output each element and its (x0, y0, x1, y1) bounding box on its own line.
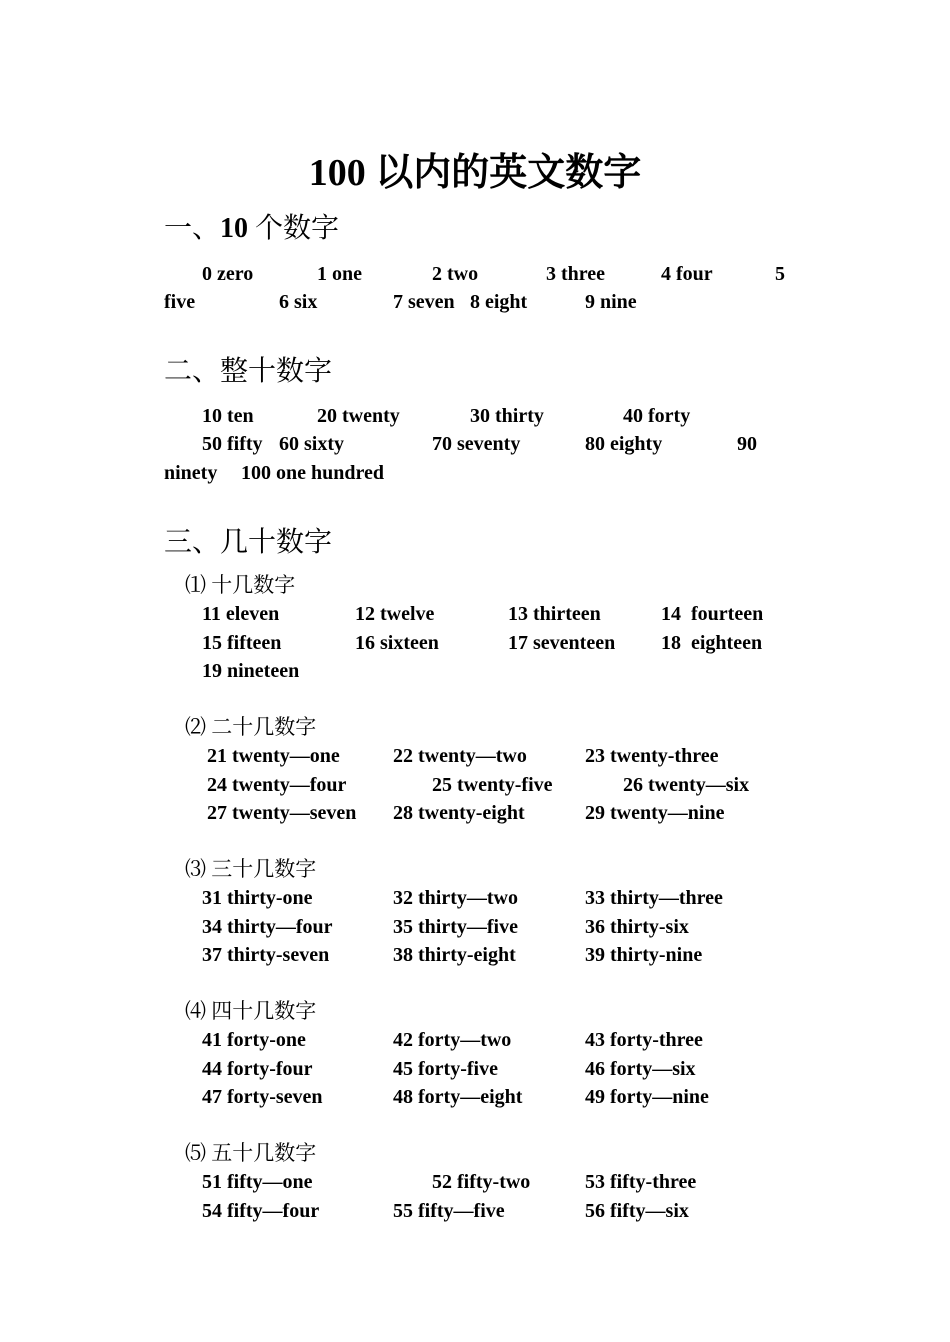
number-item: 24 twenty—four (207, 774, 347, 796)
number-item: 100 one hundred (241, 462, 385, 484)
number-item: 29 twenty—nine (585, 802, 725, 824)
number-item: 33 thirty—three (585, 887, 723, 909)
number-item: 15 fifteen (202, 632, 282, 654)
group-label: ⑷ 四十几数字 (185, 999, 317, 1023)
section-1-heading-prefix: 一、 (164, 213, 221, 244)
number-item: 1 one (317, 263, 362, 285)
number-item: 7 seven (393, 291, 455, 313)
number-item: 26 twenty—six (623, 774, 750, 796)
section-1-heading-suffix: 个数字 (248, 213, 340, 244)
number-item: 21 twenty—one (207, 745, 340, 767)
number-item: 54 fifty—four (202, 1200, 320, 1222)
number-item: 11 eleven (202, 603, 280, 625)
number-item: 56 fifty—six (585, 1200, 689, 1222)
number-item: 9 nine (585, 291, 637, 313)
number-item: five (164, 291, 196, 313)
number-item: 4 four (661, 263, 713, 285)
number-item: 39 thirty-nine (585, 944, 703, 966)
number-item: 5 (775, 263, 785, 285)
group-label: ⑴ 十几数字 (185, 573, 296, 597)
number-item: 44 forty-four (202, 1058, 313, 1080)
number-item: 8 eight (470, 291, 528, 313)
group-label: ⑶ 三十几数字 (185, 857, 317, 881)
number-item: 50 fifty (202, 433, 263, 455)
number-item: 32 thirty—two (393, 887, 518, 909)
number-item: 27 twenty—seven (207, 802, 357, 824)
number-item: ninety (164, 462, 218, 484)
number-item: 14 fourteen (661, 603, 764, 625)
number-item: 16 sixteen (355, 632, 439, 654)
number-item: 45 forty-five (393, 1058, 498, 1080)
group-label: ⑵ 二十几数字 (185, 715, 317, 739)
number-item: 34 thirty—four (202, 916, 333, 938)
section-1-heading-number: 10 (220, 213, 249, 244)
number-item: 60 sixty (279, 433, 344, 455)
number-item: 80 eighty (585, 433, 663, 455)
number-item: 35 thirty—five (393, 916, 518, 938)
number-item: 37 thirty-seven (202, 944, 330, 966)
number-item: 52 fifty-two (432, 1171, 531, 1193)
number-item: 40 forty (623, 405, 691, 427)
number-item: 25 twenty-five (432, 774, 553, 796)
number-item: 0 zero (202, 263, 254, 285)
number-item: 12 twelve (355, 603, 435, 625)
number-item: 3 three (546, 263, 606, 285)
number-item: 18 eighteen (661, 632, 763, 654)
number-item: 48 forty—eight (393, 1086, 523, 1108)
number-item: 49 forty—nine (585, 1086, 709, 1108)
number-item: 90 (737, 433, 757, 455)
number-item: 13 thirteen (508, 603, 601, 625)
section-1-heading (164, 212, 339, 246)
number-item: 6 six (279, 291, 318, 313)
number-item: 31 thirty-one (202, 887, 313, 909)
number-item: 23 twenty-three (585, 745, 719, 767)
number-item: 55 fifty—five (393, 1200, 505, 1222)
number-item: 70 seventy (432, 433, 521, 455)
number-item: 28 twenty-eight (393, 802, 525, 824)
number-item: 42 forty—two (393, 1029, 512, 1051)
number-item: 19 nineteen (202, 660, 300, 682)
number-item: 51 fifty—one (202, 1171, 313, 1193)
number-item: 53 fifty-three (585, 1171, 697, 1193)
number-item: 10 ten (202, 405, 254, 427)
number-item: 2 two (432, 263, 479, 285)
number-item: 38 thirty-eight (393, 944, 516, 966)
number-item: 41 forty-one (202, 1029, 306, 1051)
number-item: 36 thirty-six (585, 916, 689, 938)
page-title: 100 以内的英文数字 (308, 152, 642, 194)
number-item: 47 forty-seven (202, 1086, 323, 1108)
number-item: 43 forty-three (585, 1029, 703, 1051)
number-item: 46 forty—six (585, 1058, 696, 1080)
number-item: 17 seventeen (508, 632, 616, 654)
number-item: 30 thirty (470, 405, 544, 427)
number-item: 22 twenty—two (393, 745, 527, 767)
group-label: ⑸ 五十几数字 (185, 1141, 317, 1165)
section-3-heading: 三、几十数字 (164, 527, 333, 558)
section-2-heading: 二、整十数字 (164, 356, 333, 387)
number-item: 20 twenty (317, 405, 400, 427)
